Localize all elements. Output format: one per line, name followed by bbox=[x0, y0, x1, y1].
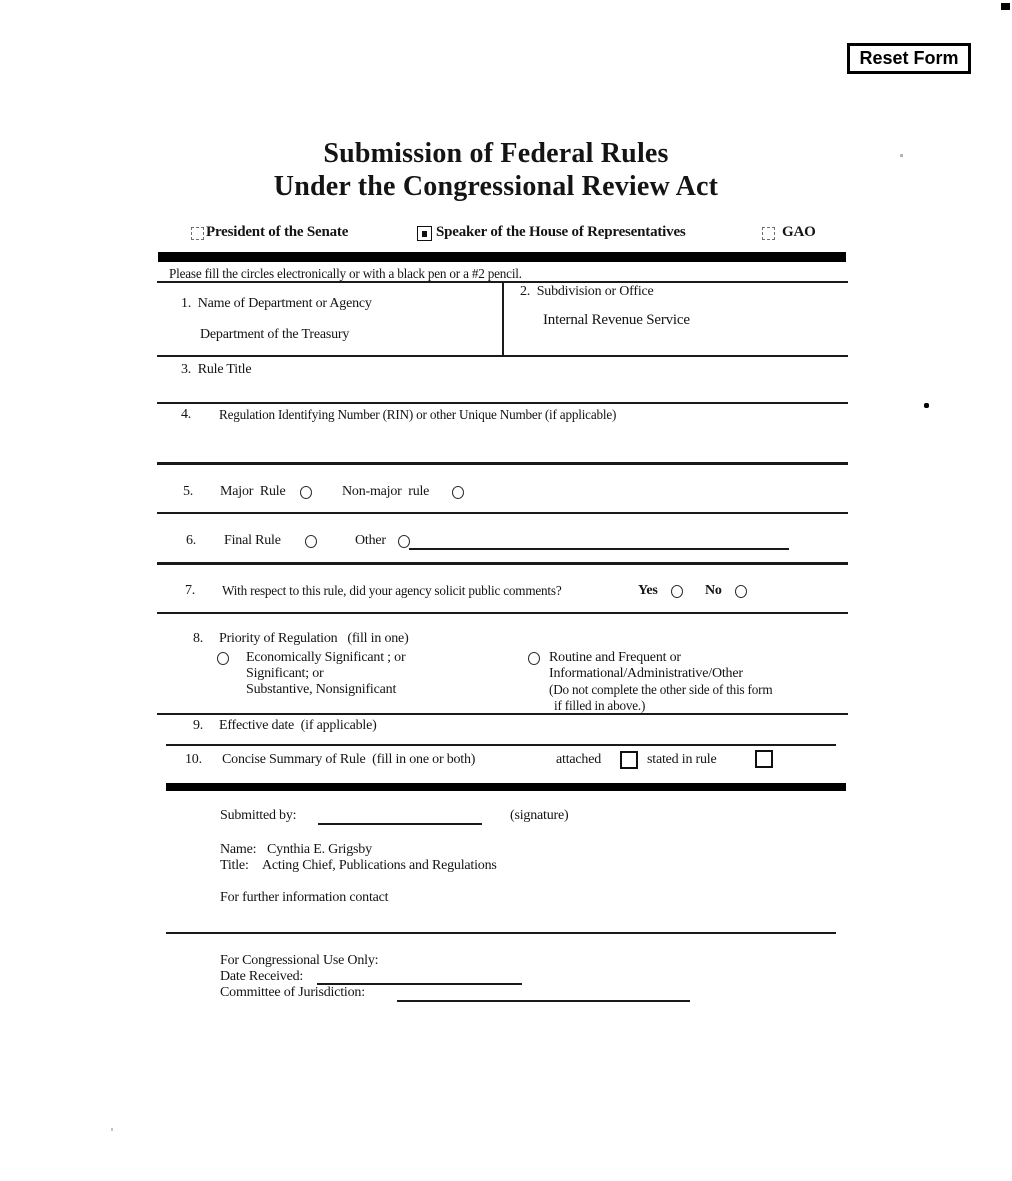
divider-line bbox=[157, 713, 848, 715]
president-of-senate-label: President of the Senate bbox=[206, 224, 349, 240]
speaker-of-house-checkbox[interactable] bbox=[417, 226, 432, 241]
divider-line bbox=[157, 355, 848, 357]
other-rule-label: Other bbox=[355, 533, 386, 548]
divider-line bbox=[157, 512, 848, 514]
attached-checkbox[interactable] bbox=[620, 751, 638, 769]
divider-line bbox=[157, 402, 848, 404]
scan-speck bbox=[900, 154, 903, 157]
fill-instruction-text: Please fill the circles electronically or with a black pen or a #2 pencil. bbox=[169, 266, 522, 281]
scan-speck bbox=[111, 1128, 113, 1131]
section-bar bbox=[158, 252, 846, 262]
field10-number: 10. bbox=[185, 752, 202, 767]
field1-value[interactable]: Department of the Treasury bbox=[200, 327, 350, 342]
congressional-use-header: For Congressional Use Only: bbox=[220, 953, 379, 968]
economically-significant-radio[interactable] bbox=[217, 652, 229, 665]
divider-line bbox=[166, 744, 836, 746]
field9-label: Effective date (if applicable) bbox=[219, 718, 377, 733]
speaker-of-house-label: Speaker of the House of Representatives bbox=[436, 224, 686, 240]
divider-line bbox=[157, 462, 848, 465]
yes-label: Yes bbox=[638, 583, 658, 598]
other-rule-radio[interactable] bbox=[398, 535, 410, 548]
field4-number: 4. bbox=[181, 407, 192, 422]
section-bar bbox=[166, 783, 846, 791]
form-title-line2: Under the Congressional Review Act bbox=[273, 171, 719, 202]
scan-speck bbox=[924, 403, 929, 408]
field3-label: 3. Rule Title bbox=[181, 362, 252, 377]
priority-left-option-line2: Significant; or bbox=[246, 666, 324, 681]
signature-fill-in-line[interactable] bbox=[318, 823, 482, 825]
priority-right-option-line3: (Do not complete the other side of this form bbox=[549, 682, 773, 697]
committee-fill-in-line[interactable] bbox=[397, 1000, 690, 1002]
yes-radio[interactable] bbox=[671, 585, 683, 598]
gao-label: GAO bbox=[782, 224, 816, 240]
reset-form-button[interactable]: Reset Form bbox=[847, 43, 971, 74]
final-rule-label: Final Rule bbox=[224, 533, 281, 548]
checkbox-check-mark bbox=[422, 231, 427, 237]
field8-label: Priority of Regulation (fill in one) bbox=[219, 631, 409, 646]
attached-label: attached bbox=[556, 752, 602, 767]
no-label: No bbox=[705, 583, 722, 598]
field2-value[interactable]: Internal Revenue Service bbox=[543, 312, 690, 328]
title-label: Title: bbox=[220, 858, 249, 873]
priority-right-option-line1: Routine and Frequent or bbox=[549, 650, 681, 665]
divider-line bbox=[157, 612, 848, 614]
priority-left-option-line3: Substantive, Nonsignificant bbox=[246, 682, 397, 697]
president-of-senate-checkbox[interactable] bbox=[191, 227, 204, 240]
divider-line bbox=[166, 932, 836, 934]
field10-label: Concise Summary of Rule (fill in one or both) bbox=[222, 752, 476, 767]
date-received-label: Date Received: bbox=[220, 969, 304, 984]
scan-corner-mark bbox=[1001, 3, 1010, 10]
title-value: Acting Chief, Publications and Regulations bbox=[262, 858, 497, 873]
field2-label: 2. Subdivision or Office bbox=[520, 284, 654, 299]
stated-in-rule-label: stated in rule bbox=[647, 752, 717, 767]
further-information-label: For further information contact bbox=[220, 890, 389, 905]
field7-question: With respect to this rule, did your agency solicit public comments? bbox=[222, 583, 562, 598]
priority-right-option-line2: Informational/Administrative/Other bbox=[549, 666, 743, 681]
major-rule-radio[interactable] bbox=[300, 486, 312, 499]
field4-label: Regulation Identifying Number (RIN) or other Unique Number (if applicable) bbox=[219, 407, 617, 422]
no-radio[interactable] bbox=[735, 585, 747, 598]
name-value: Cynthia E. Grigsby bbox=[267, 842, 372, 857]
routine-frequent-radio[interactable] bbox=[528, 652, 540, 665]
major-rule-label: Major Rule bbox=[220, 484, 286, 499]
submitted-by-label: Submitted by: bbox=[220, 808, 297, 823]
priority-left-option-line1: Economically Significant ; or bbox=[246, 650, 406, 665]
gao-checkbox[interactable] bbox=[762, 227, 775, 240]
field7-number: 7. bbox=[185, 583, 196, 598]
field9-number: 9. bbox=[193, 718, 204, 733]
name-label: Name: bbox=[220, 842, 257, 857]
signature-hint-label: (signature) bbox=[510, 808, 569, 823]
column-divider-line bbox=[502, 281, 504, 355]
divider-line bbox=[157, 562, 848, 565]
field1-label: 1. Name of Department or Agency bbox=[181, 296, 372, 311]
other-fill-in-line[interactable] bbox=[409, 548, 789, 550]
field6-number: 6. bbox=[186, 533, 197, 548]
committee-of-jurisdiction-label: Committee of Jurisdiction: bbox=[220, 985, 365, 1000]
priority-right-option-line4: if filled in above.) bbox=[554, 698, 646, 713]
field8-number: 8. bbox=[193, 631, 204, 646]
final-rule-radio[interactable] bbox=[305, 535, 317, 548]
field5-number: 5. bbox=[183, 484, 194, 499]
non-major-rule-label: Non-major rule bbox=[342, 484, 430, 499]
non-major-rule-radio[interactable] bbox=[452, 486, 464, 499]
form-title-line1: Submission of Federal Rules bbox=[323, 138, 669, 169]
stated-in-rule-checkbox[interactable] bbox=[755, 750, 773, 768]
